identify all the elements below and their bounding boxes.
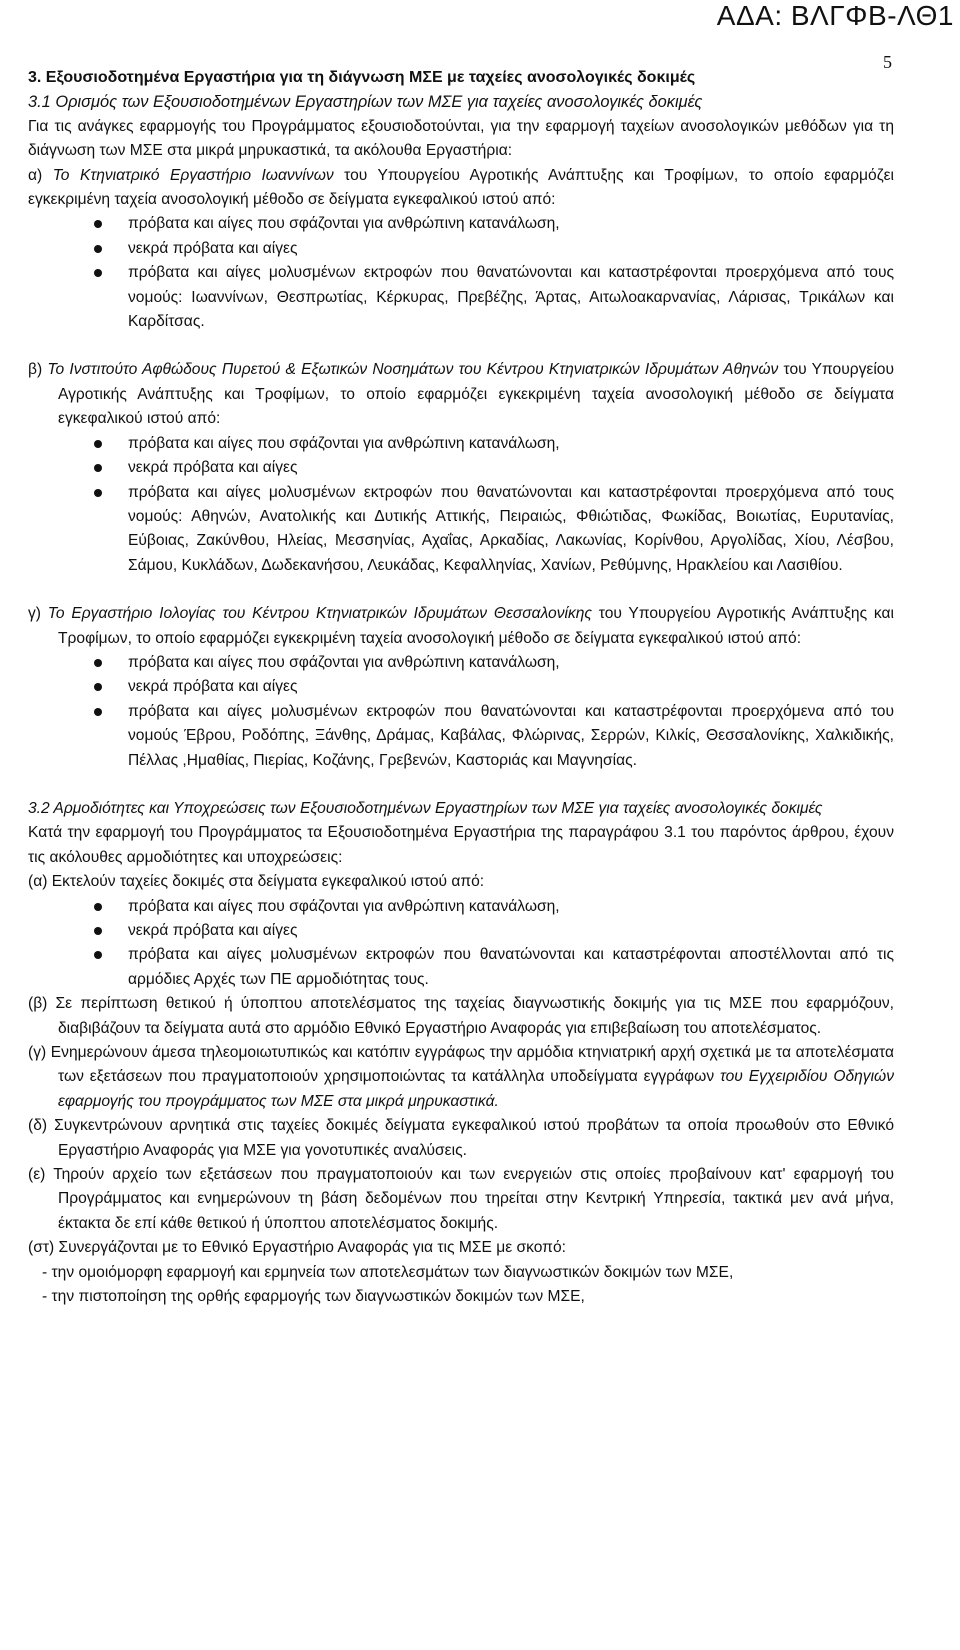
- section-3-2-intro: Κατά την εφαρμογή του Προγράμματος τα Εξουσιοδοτημένα Εργαστήρια της παραγράφου 3.1 του παρόντος άρθρου, έχουν τις ακόλουθες αρμοδιότητες και υποχρεώσεις:: [28, 824, 894, 866]
- list-item: πρόβατα και αίγες μολυσμένων εκτροφών που θανατώνονται και καταστρέφονται αποστέλλονται από τις αρμόδιες Αρχές των ΠΕ αρμοδιότητας τους.: [128, 943, 894, 992]
- lab-b-bullets: [28, 432, 894, 578]
- lab-b-paragraph: [28, 358, 894, 431]
- page-number: 5: [883, 52, 892, 72]
- ada-code: ΑΔΑ: ΒΛΓΦΒ-ΛΘ1: [716, 0, 954, 31]
- duty-e-label: (ε): [28, 1166, 54, 1184]
- list-item: πρόβατα και αίγες μολυσμένων εκτροφών που θανατώνονται και καταστρέφονται προερχόμενα από τους νομούς: Ιωαννίνων, Θεσπρωτίας, Κέρκυρας, Πρεβέζης, Άρτας, Αιτωλοακαρνανίας, Λάρισας, Τρικάλων και Καρδίτσας.: [128, 261, 894, 334]
- lab-c-paragraph: [28, 602, 894, 651]
- duty-c-italic: του Εγχειριδίου Οδηγιών εφαρμογής του προγράμματος των ΜΣΕ στα μικρά μηρυκαστικά.: [58, 1068, 895, 1110]
- list-item: πρόβατα και αίγες μολυσμένων εκτροφών που θανατώνονται και καταστρέφονται προερχόμενα από του νομούς Έβρου, Ροδόπης, Ξάνθης, Δράμας, Καβάλας, Φλώρινας, Σερρών, Κιλκίς, Θεσσαλονίκης, Χαλκιδικής, Πέλλας ,Ημαθίας, Πιερίας, Κοζάνης, Γρεβενών, Καστοριάς και Μαγνησίας.: [128, 700, 894, 773]
- lab-c-name: Το Εργαστήριο Ιολογίας του Κέντρου Κτηνιατρικών Ιδρυμάτων Θεσσαλονίκης: [47, 605, 592, 623]
- lab-a-bullets: [28, 212, 894, 334]
- list-item: νεκρά πρόβατα και αίγες: [128, 237, 894, 261]
- list-item: πρόβατα και αίγες που σφάζονται για ανθρώπινη κατανάλωση,: [128, 432, 894, 456]
- list-item: νεκρά πρόβατα και αίγες: [128, 456, 894, 480]
- duty-e-text: Τηρούν αρχείο των εξετάσεων που πραγματοποιούν και των ενεργειών στις οποίες προβαίνουν κατ' εφαρμογή του Προγράμματος και ενημερώνουν τη βάση δεδομένων που τηρείται στην Κεντρική Υπηρεσία, τακτικά μεν ανά μήνα, έκτακτα δε επί κάθε θετικού ή ύποπτου αποτελέσματος δοκιμής.: [53, 1166, 895, 1232]
- duty-e: [28, 1163, 894, 1236]
- lab-b-name: Το Ινστιτούτο Αφθώδους Πυρετού & Εξωτικών Νοσημάτων του Κέντρου Κτηνιατρικών Ιδρυμάτων Αθηνών: [47, 361, 779, 379]
- duty-f-dash-1: - την ομοιόμορφη εφαρμογή και ερμηνεία των αποτελεσμάτων των διαγνωστικών δοκιμών των ΜΣΕ,: [42, 1263, 734, 1281]
- duty-c-text: Ενημερώνουν άμεσα τηλεομοιωτυπικώς και κατόπιν εγγράφως την αρμόδια κτηνιατρική αρχή σχετικά με τα αποτελέσματα των εξετάσεων που πραγματοποιούν χρησιμοποιώντας τα κατάλληλα υποδείγματα εγγράφων: [50, 1044, 895, 1086]
- duty-b-text: Σε περίπτωση θετικού ή ύποπτου αποτελέσματος της ταχείας διαγνωστικής δοκιμής για τις ΜΣΕ που εφαρμόζουν, διαβιβάζουν τα δείγματα αυτά στο αρμόδιο Εθνικό Εργαστήριο Αναφοράς για επιβεβαίωση του αποτελέσματος.: [55, 995, 894, 1037]
- list-item: πρόβατα και αίγες που σφάζονται για ανθρώπινη κατανάλωση,: [128, 651, 894, 675]
- lab-a-paragraph: [28, 164, 894, 213]
- duty-a: [28, 870, 894, 894]
- lab-c-bullets: [28, 651, 894, 773]
- duty-f-label: (στ): [28, 1239, 59, 1257]
- duty-d: [28, 1114, 894, 1163]
- lab-c-text: του Υπουργείου Αγροτικής Ανάπτυξης και Τροφίμων, το οποίο εφαρμόζει εγκεκριμένη ταχεία ανοσολογική μέθοδο σε δείγματα εγκεφαλικού ιστού από:: [58, 605, 894, 647]
- lab-a-name: Το Κτηνιατρικό Εργαστήριο Ιωαννίνων: [52, 166, 334, 184]
- list-item: πρόβατα και αίγες που σφάζονται για ανθρώπινη κατανάλωση,: [128, 895, 894, 919]
- duty-a-text: Εκτελούν ταχείες δοκιμές στα δείγματα εγκεφαλικού ιστού από:: [51, 873, 485, 891]
- duty-d-text: Συγκεντρώνουν αρνητικά στις ταχείες δοκιμές δείγματα εγκεφαλικού ιστού προβάτων τα οποία προωθούν στο Εθνικό Εργαστήριο Αναφοράς για ΜΣΕ για γονοτυπικές αναλύσεις.: [54, 1117, 894, 1159]
- list-item: πρόβατα και αίγες που σφάζονται για ανθρώπινη κατανάλωση,: [128, 212, 894, 236]
- list-item: πρόβατα και αίγες μολυσμένων εκτροφών που θανατώνονται και καταστρέφονται προερχόμενα από τους νομούς: Αθηνών, Ανατολικής και Δυτικής Αττικής, Πειραιώς, Φθιώτιδας, Φωκίδας, Βοιωτίας, Ευρυτανίας, Εύβοιας, Ζακύνθου, Ηλείας, Μεσσηνίας, Αχαΐας, Αρκαδίας, Λακωνίας, Κορίνθου, Αργολίδας, Χίου, Λέσβου, Σάμου, Κυκλάδων, Δωδεκανήσου, Λευκάδας, Κεφαλληνίας, Χανίων, Ρεθύμνης, Ηρακλείου και Λασιθίου.: [128, 481, 894, 579]
- list-item: νεκρά πρόβατα και αίγες: [128, 675, 894, 699]
- duty-d-label: (δ): [28, 1117, 55, 1135]
- duty-b: [28, 992, 894, 1041]
- duty-a-bullets: [28, 895, 894, 993]
- section-3-2-heading: 3.2 Αρμοδιότητες και Υποχρεώσεις των Εξουσιοδοτημένων Εργαστηρίων των ΜΣΕ για ταχείες ανοσολογικές δοκιμές: [28, 799, 823, 817]
- section-3-1-heading: 3.1 Ορισμός των Εξουσιοδοτημένων Εργαστηρίων των ΜΣΕ για ταχείες ανοσολογικές δοκιμές: [28, 93, 703, 112]
- lab-a-text: του Υπουργείου Αγροτικής Ανάπτυξης και Τροφίμων, το οποίο εφαρμόζει εγκεκριμένη ταχεία ανοσολογική μέθοδο σε δείγματα εγκεφαλικού ιστού από:: [28, 166, 894, 209]
- lab-c-label: γ): [28, 605, 48, 623]
- list-item: νεκρά πρόβατα και αίγες: [128, 919, 894, 943]
- duty-f-dash-2: - την πιστοποίηση της ορθής εφαρμογής των διαγνωστικών δοκιμών των ΜΣΕ,: [42, 1288, 585, 1306]
- duty-f-text: Συνεργάζονται με το Εθνικό Εργαστήριο Αναφοράς για τις ΜΣΕ με σκοπό:: [58, 1239, 566, 1257]
- lab-b-label: β): [28, 361, 48, 379]
- duty-b-label: (β): [28, 995, 56, 1013]
- duty-c-label: (γ): [28, 1044, 51, 1062]
- lab-a-label: α): [28, 166, 53, 184]
- document-body: [28, 66, 894, 1310]
- section-3-1-intro: Για τις ανάγκες εφαρμογής του Προγράμματος εξουσιοδοτούνται, για την εφαρμογή ταχείων ανοσολογικών μεθόδων για τη διάγνωση των ΜΣΕ στα μικρά μηρυκαστικά, τα ακόλουθα Εργαστήρια:: [28, 117, 894, 160]
- duty-f: [28, 1236, 894, 1260]
- duty-c: [28, 1041, 894, 1114]
- duty-a-label: (α): [28, 873, 52, 891]
- lab-b-text: του Υπουργείου Αγροτικής Ανάπτυξης και Τροφίμων, το οποίο εφαρμόζει εγκεκριμένη ταχεία ανοσολογική μέθοδο σε δείγματα εγκεφαλικού ιστού από:: [58, 361, 895, 428]
- section-3-heading: 3. Εξουσιοδοτημένα Εργαστήρια για τη διάγνωση ΜΣΕ με ταχείες ανοσολογικές δοκιμές: [28, 69, 696, 86]
